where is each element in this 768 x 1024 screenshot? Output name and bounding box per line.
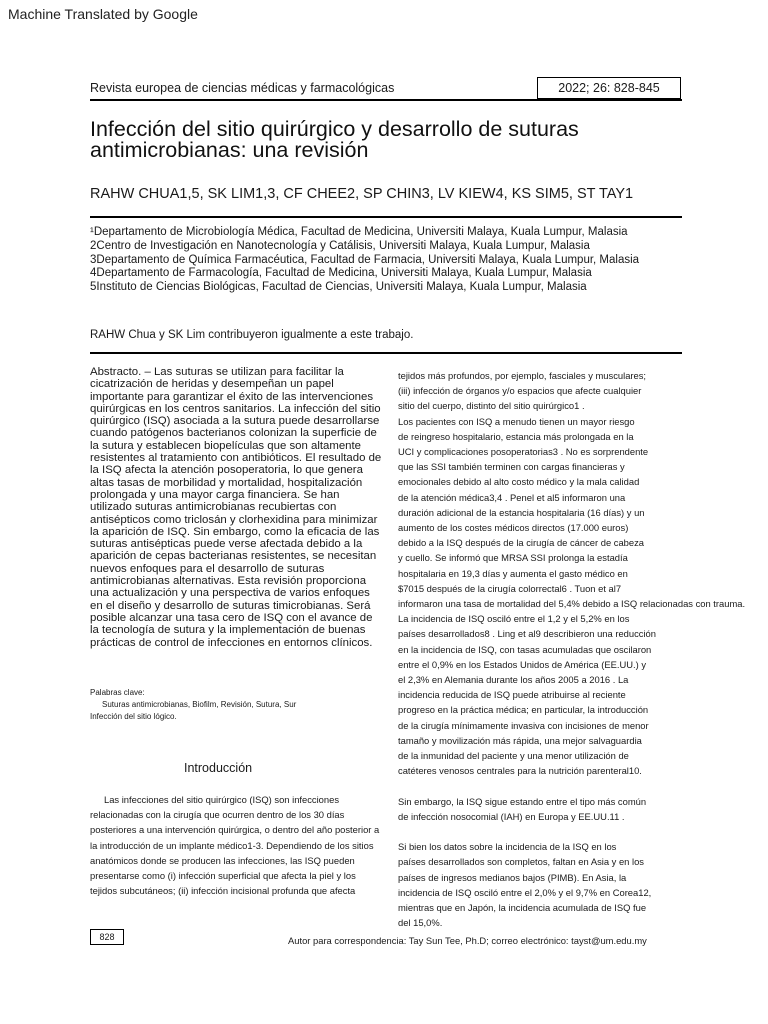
right-column-line: incidencia reducida de ISQ puede atribuirse al reciente	[398, 689, 626, 701]
right-column-line: de la cirugía mínimamente invasiva con incisiones de menor	[398, 719, 649, 731]
right-column-line: catéteres venosos centrales para la nutrición parenteral10.	[398, 765, 642, 777]
right-column-line: progreso en la práctica médica; en particular, la introducción	[398, 704, 649, 716]
abstract	[90, 366, 382, 649]
right-column-line: Si bien los datos sobre la incidencia de la ISQ en los	[398, 841, 617, 853]
right-column-line: del 15,0%.	[398, 917, 443, 929]
page-number: 828	[90, 929, 124, 945]
abstract-text: Abstracto. – Las suturas se utilizan para facilitar la cicatrización de heridas y desempeñan un papel importante para garantizar el éxito de las intervenciones quirúrgicas en los centros sanitarios. La infección del sitio quirúrgico (ISQ) asociada a la sutura puede desarrollarse cuando patógenos bacterianos colonizan la superficie de la sutura y establecen biopelículas que son altamente resistentes al tratamiento con antibióticos. El resultado de la ISQ afecta la atención posoperatoria, lo que genera altas tasas de morbilidad y mortalidad, hospitalización prolongada y una mayor carga financiera. Se han utilizado suturas antimicrobianas recubiertas con antisépticos como triclosán y clorhexidina para minimizar la aparición de ISQ. Sin embargo, como la eficacia de las suturas antisépticas puede verse afectada debido a la aparición de cepas bacterianas resistentes, se necesitan nuevos enfoques para el desarrollo de suturas antimicrobianas alternativas. Esta revisión proporciona una actualización y una perspectiva de varios enfoques en el diseño y desarrollo de suturas timicrobianas. Será posible alcanzar una tasa cero de ISQ con el avance de la tecnología de sutura y la implementación de buenas prácticas de control de infecciones en entornos clínicos.	[90, 366, 382, 649]
keywords-line-2: Infección del sitio lógico.	[90, 712, 177, 721]
introduction-left-column	[90, 792, 382, 898]
right-column-line: hospitalaria en 19,3 días y aumenta el gasto médico en	[398, 567, 628, 579]
right-column-line: duración adicional de la estancia hospitalaria (16 días) y un	[398, 506, 645, 518]
introduction-heading: Introducción	[184, 761, 253, 775]
journal-name: Revista europea de ciencias médicas y farmacológicas	[90, 81, 395, 95]
header-rule	[90, 99, 682, 101]
right-column-line: Los pacientes con ISQ a menudo tienen un mayor riesgo	[398, 415, 635, 427]
affiliation-rule	[90, 352, 682, 354]
right-column-line: aumento de los costes médicos directos (17.000 euros)	[398, 522, 629, 534]
affiliation-3: 3Departamento de Química Farmacéutica, Facultad de Farmacia, Universiti Malaya, Kuala Lumpur, Malasia	[90, 253, 640, 266]
right-column-line: informaron una tasa de mortalidad del 5,4% debido a ISQ relacionadas con trauma.	[398, 598, 746, 610]
keywords-line-1: Suturas antimicrobianas, Biofilm, Revisión, Sutura, Sur	[102, 700, 297, 709]
right-column-line: el 2,3% en Alemania durante los años 2005 a 2016 . La	[398, 674, 629, 686]
right-column-line: en la incidencia de ISQ, con tasas acumuladas que oscilaron	[398, 643, 652, 655]
right-column-line: La incidencia de ISQ osciló entre el 1,2 y el 5,2% en los	[398, 613, 630, 625]
affiliation-5: 5Instituto de Ciencias Biológicas, Facultad de Ciencias, Universiti Malaya, Kuala Lumpur, Malasia	[90, 281, 587, 294]
right-column-line: de la atención médica3,4 . Penel et al5 informaron una	[398, 491, 626, 503]
right-column-line: UCI y complicaciones posoperatorias3 . No es sorprendente	[398, 446, 649, 458]
right-column-line: sitio del cuerpo, distinto del sitio quirúrgico1 .	[398, 400, 585, 412]
correspondence-footer: Autor para correspondencia: Tay Sun Tee, Ph.D; correo electrónico: tayst@um.edu.my	[288, 935, 647, 946]
right-column-line: países desarrollados8 . Ling et al9 describieron una reducción	[398, 628, 656, 640]
equal-contribution-note: RAHW Chua y SK Lim contribuyeron igualmente a este trabajo.	[90, 329, 414, 341]
article-title: Infección del sitio quirúrgico y desarrollo de suturas antimicrobianas: una revisión	[90, 117, 579, 162]
right-column-line: países desarrollados son completos, faltan en Asia y en los	[398, 856, 644, 868]
keywords-label: Palabras clave:	[90, 688, 145, 697]
right-column-line	[398, 778, 768, 793]
right-column-line: de infección nosocomial (IAH) en Europa y EE.UU.11 .	[398, 810, 625, 822]
affiliations	[90, 226, 680, 295]
right-column-line: tejidos más profundos, por ejemplo, fasciales y musculares;	[398, 370, 647, 381]
right-column-line: emocionales debido al alto costo médico y la mala calidad	[398, 476, 640, 488]
right-column-line	[398, 824, 768, 839]
right-column-line: países de ingresos medianos bajos (PIMB). En Asia, la	[398, 871, 627, 883]
affiliation-4: 4Departamento de Farmacología, Facultad de Medicina, Universiti Malaya, Kuala Lumpur, Malasia	[90, 267, 592, 280]
volume-citation: 2022; 26: 828-845	[537, 77, 681, 99]
author-list: RAHW CHUA1,5, SK LIM1,3, CF CHEE2, SP CHIN3, LV KIEW4, KS SIM5, ST TAY1	[90, 186, 634, 202]
intro-paragraph: Las infecciones del sitio quirúrgico (ISQ) son infecciones relacionadas con la cirugía que ocurren dentro de los 30 días posteriores a una intervención quirúrgica, o dentro del año posterior a la introducción de un implante médico1-3. Dependiendo de los sitios anatómicos donde se producen las infecciones, las ISQ pueden presentarse como (i) infección superficial que afecta la piel y los tejidos subcutáneos; (ii) infección incisional profunda que afecta	[90, 794, 380, 897]
right-column-line: incidencia de ISQ osciló entre el 2,0% y el 9,7% en Corea12,	[398, 886, 652, 898]
right-column-line: entre el 0,9% en los Estados Unidos de América (EE.UU.) y	[398, 658, 647, 670]
right-column-line: Sin embargo, la ISQ sigue estando entre el tipo más común	[398, 795, 647, 807]
right-column-line: (iii) infección de órganos y/o espacios que afecte cualquier	[398, 385, 642, 397]
right-column-line: que las SSI también terminen con cargas financieras y	[398, 461, 625, 473]
right-column	[398, 368, 768, 930]
right-column-line: de reingreso hospitalario, estancia más prolongada en la	[398, 430, 634, 442]
affiliation-1: ¹Departamento de Microbiología Médica, Facultad de Medicina, Universiti Malaya, Kuala Lumpur, Malasia	[90, 226, 628, 238]
right-column-line: debido a la ISQ después de la cirugía de cáncer de cabeza	[398, 537, 644, 549]
right-column-line: tamaño y movilización más rápida, una mejor salvaguardia	[398, 734, 642, 746]
right-column-line: $7015 después de la cirugía colorrectal6 . Tuon et al7	[398, 582, 622, 594]
authors-rule	[90, 216, 682, 218]
right-column-line: mientras que en Japón, la incidencia acumulada de ISQ fue	[398, 902, 647, 914]
keywords	[90, 699, 350, 723]
affiliation-2: 2Centro de Investigación en Nanotecnología y Catálisis, Universiti Malaya, Kuala Lumpur, Malasia	[90, 239, 590, 252]
right-column-line: y cuello. Se informó que MRSA SSI prolonga la estadía	[398, 552, 628, 564]
machine-translation-banner: Machine Translated by Google	[8, 6, 198, 22]
right-column-line: de la inmunidad del paciente y una menor utilización de	[398, 750, 629, 762]
